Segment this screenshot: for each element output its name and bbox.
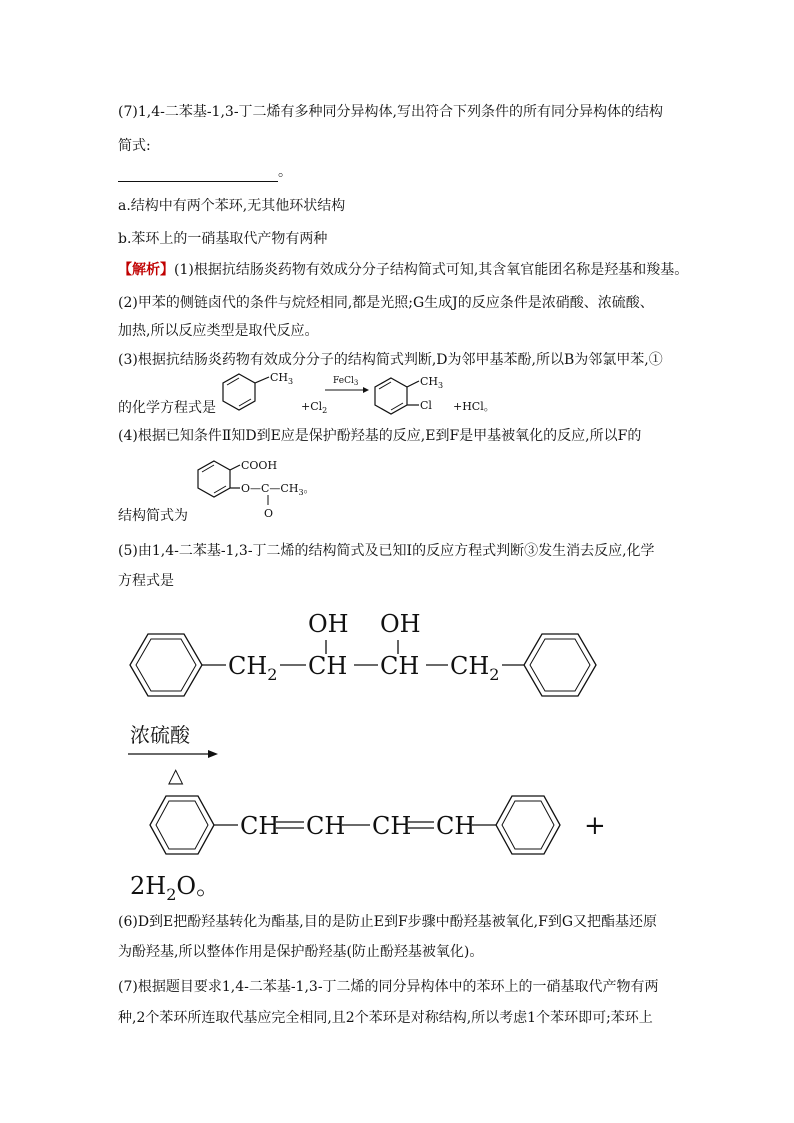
analysis-p2a: (2)甲苯的侧链卤代的条件与烷烃相同,都是光照;G生成J的反应条件是浓硝酸、浓硫酸、 — [118, 295, 654, 311]
catalyst-label: FeCl — [333, 376, 354, 386]
ch2-left-sub: 2 — [267, 665, 278, 684]
svg-text:CH2 — [450, 652, 499, 684]
oh-1: OH — [308, 610, 349, 638]
q7-line1: (7)1,4-二苯基-1,3-丁二烯有多种同分异构体,写出符合下列条件的所有同分异构体的结构 — [118, 104, 663, 120]
f-end: 。 — [303, 482, 315, 495]
condition-b: b.苯环上的一硝基取代产物有两种 — [118, 231, 328, 247]
analysis-p1-text: (1)根据抗结肠炎药物有效成分分子结构简式可知,其含氧官能团名称是羟基和羧基。 — [174, 262, 689, 278]
toluene-structure — [223, 371, 293, 410]
svg-text:CH2 — [228, 652, 277, 684]
reagent-label: 浓硫酸 — [130, 723, 190, 747]
catalyst-sub: 3 — [353, 379, 359, 387]
product-ch3: CH — [420, 375, 439, 388]
blank-period: 。 — [278, 164, 292, 180]
toluene-ch3-sub: 3 — [288, 377, 294, 386]
arrow-head-3 — [363, 387, 369, 393]
plus-hcl: +HCl。 — [453, 400, 495, 413]
analysis-tag: 【解析】 — [118, 262, 174, 278]
analysis-p7b: 种,2个苯环所连取代基应完全相同,且2个苯环是对称结构,所以考虑1个苯环即可;苯环上 — [118, 1010, 653, 1026]
product-cl: Cl — [420, 399, 432, 412]
ch-p4: CH — [436, 812, 476, 840]
analysis-p3a: (3)根据抗结肠炎药物有效成分分子的结构简式判断,D为邻甲基苯酚,所以B为邻氯甲苯,① — [118, 352, 663, 368]
water-term — [130, 866, 250, 902]
analysis-p4a: (4)根据已知条件Ⅱ知D到E应是保护酚羟基的反应,E到F是甲基被氧化的反应,所以F的 — [118, 428, 642, 444]
product-ch3-sub: 3 — [438, 381, 444, 390]
heat-symbol: △ — [168, 763, 184, 787]
ch-p1: CH — [240, 812, 280, 840]
toluene-ch3: CH — [270, 371, 289, 384]
svg-text:CH3 — [420, 375, 443, 390]
ch2-right: CH — [450, 652, 490, 680]
analysis-p5b: 方程式是 — [118, 573, 174, 589]
svg-text:CH3 — [270, 371, 293, 386]
q7-line2: 简式: — [118, 138, 151, 154]
benzene-ring-left-product — [150, 796, 214, 854]
ch-p2: CH — [306, 812, 346, 840]
plus-sign: + — [584, 811, 606, 841]
f-structure — [190, 455, 340, 525]
blank-line — [118, 167, 278, 182]
svg-text:2H2O。 — [130, 872, 220, 904]
ch-p3: CH — [372, 812, 412, 840]
analysis-p6b: 为酚羟基,所以整体作用是保护酚羟基(防止酚羟基被氧化)。 — [118, 944, 484, 960]
plus-cl2: +Cl — [301, 400, 323, 413]
ch2-right-sub: 2 — [489, 665, 500, 684]
reaction-arrow-5 — [122, 744, 242, 764]
ch2-left: CH — [228, 652, 268, 680]
analysis-p3b: 的化学方程式是 — [118, 400, 216, 416]
benzene-ring-left — [130, 634, 202, 696]
f-ch3-sub: 3 — [298, 488, 304, 497]
equation-5-reactant — [118, 604, 618, 714]
answer-blank — [118, 162, 292, 182]
equation-5-product — [118, 790, 618, 870]
oh-2: OH — [380, 610, 421, 638]
analysis-p1 — [118, 260, 688, 280]
water-sub: 2 — [166, 885, 177, 904]
ch-2: CH — [380, 652, 420, 680]
svg-text:O—C—CH3。 — [241, 482, 315, 497]
svg-text:FeCl3 — [333, 376, 358, 387]
water-end: O。 — [176, 872, 221, 900]
analysis-p5a: (5)由1,4-二苯基-1,3-丁二烯的结构简式及已知Ⅰ的反应方程式判断③发生消去反应,化学 — [118, 543, 655, 559]
analysis-p4b: 结构简式为 — [118, 508, 188, 524]
f-ester-chain: O—C—CH — [241, 482, 299, 495]
o-chlorotoluene-structure — [375, 375, 443, 414]
svg-text:+Cl2 — [301, 400, 327, 415]
analysis-p2b: 加热,所以反应类型是取代反应。 — [118, 323, 319, 339]
benzene-ring-right-product — [496, 796, 560, 854]
ch-1: CH — [308, 652, 348, 680]
water-2h: 2H — [130, 872, 167, 900]
f-cooh: COOH — [241, 459, 278, 472]
analysis-p6a: (6)D到E把酚羟基转化为酯基,目的是防止E到F步骤中酚羟基被氧化,F到G又把酯基还原 — [118, 914, 658, 930]
equation-3 — [215, 368, 515, 428]
analysis-p7a: (7)根据题目要求1,4-二苯基-1,3-丁二烯的同分异构体中的苯环上的一硝基取代产物有两 — [118, 979, 659, 995]
condition-a: a.结构中有两个苯环,无其他环状结构 — [118, 198, 346, 214]
f-carbonyl-o: O — [264, 507, 274, 520]
cl2-sub: 2 — [322, 406, 328, 415]
benzene-ring-right — [524, 634, 596, 696]
